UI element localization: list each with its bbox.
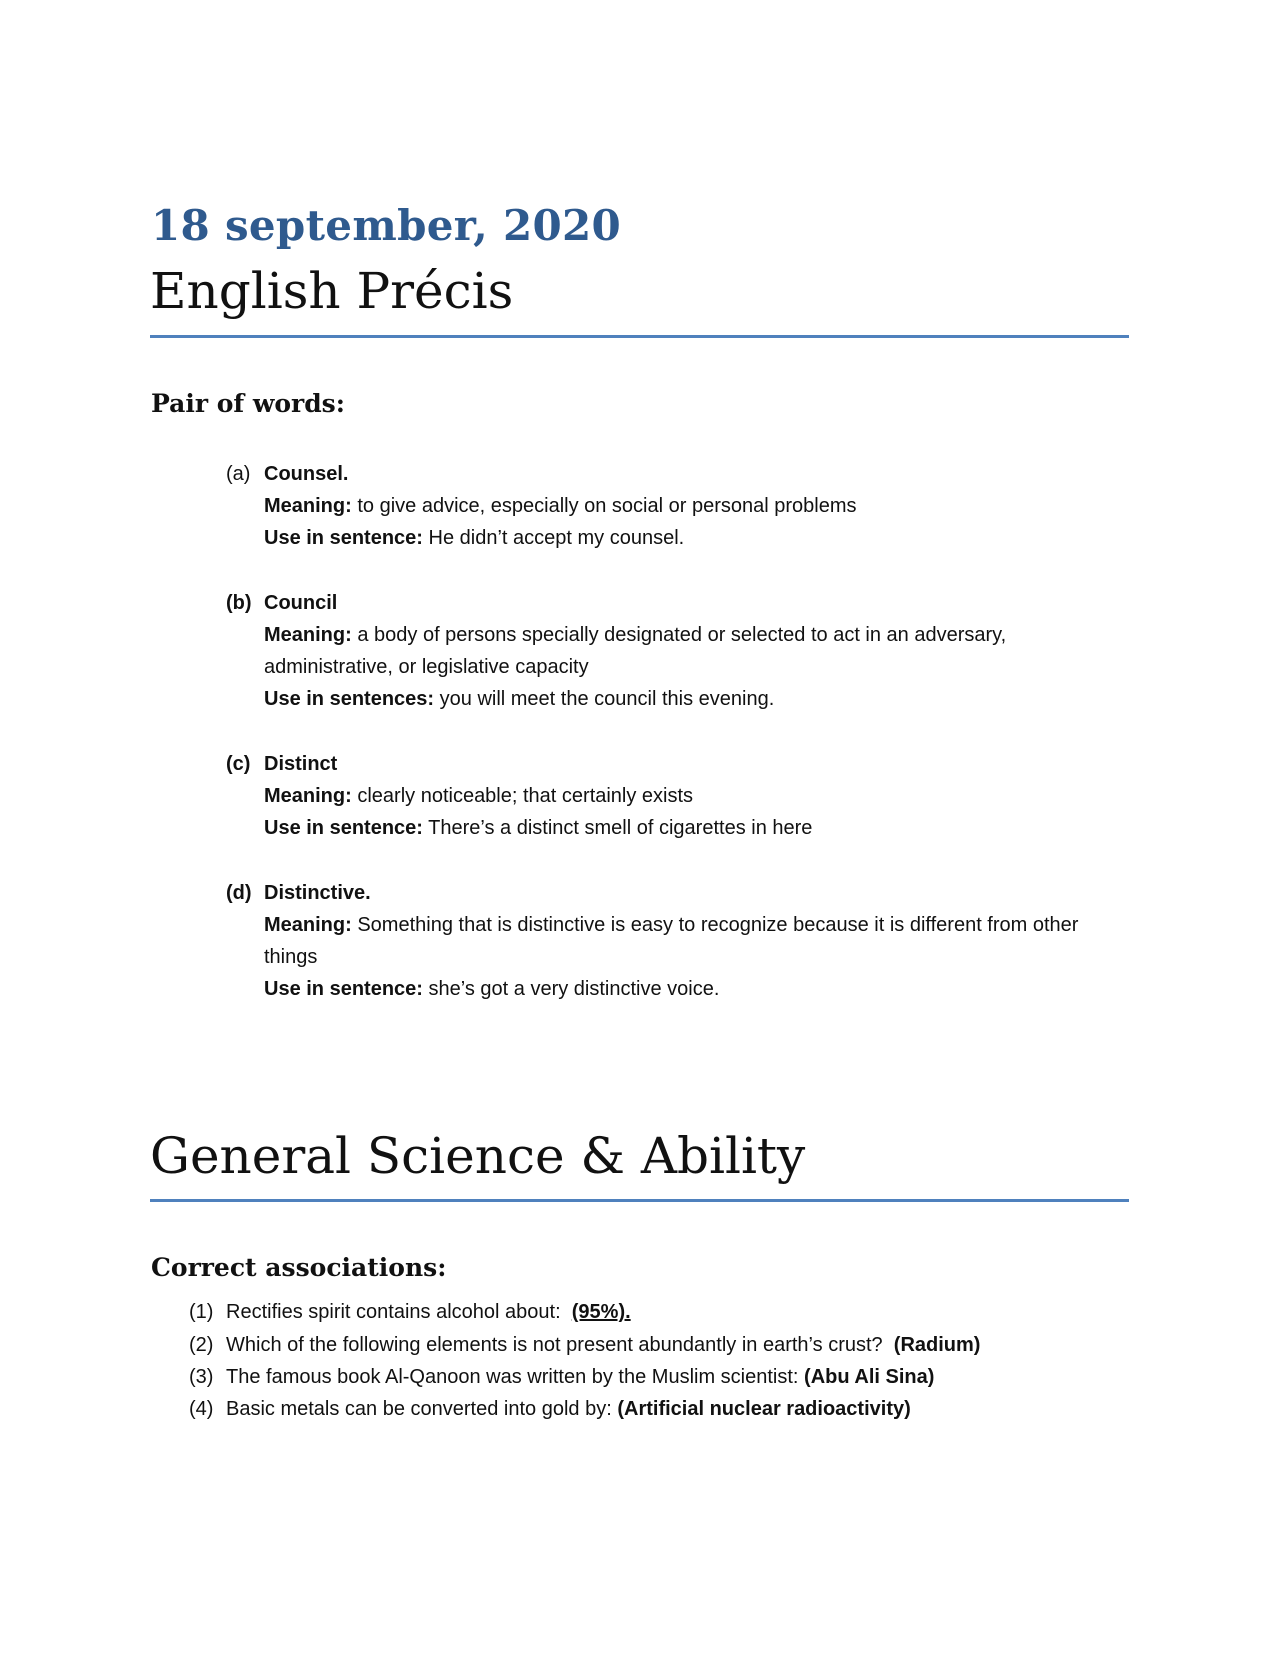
use-label: Use in sentences: — [264, 688, 435, 710]
section-title-english-precis: English Précis — [150, 262, 514, 320]
item-word: Counsel. — [264, 463, 349, 485]
question-text: The famous book Al-Qanoon was written by the Muslim scientist: — [226, 1366, 799, 1388]
item-marker: (c) — [226, 753, 251, 775]
question-text: Which of the following elements is not present abundantly in earth’s crust? — [226, 1334, 883, 1356]
use-label: Use in sentence: — [264, 978, 423, 1000]
use-text: you will meet the council this evening. — [439, 688, 775, 710]
item-word: Distinct — [264, 753, 338, 775]
question-answer: (Abu Ali Sina) — [804, 1366, 935, 1388]
question-text-line — [226, 1393, 911, 1425]
question-number: (4) — [189, 1398, 214, 1420]
meaning-text: clearly noticeable; that certainly exists — [357, 785, 694, 807]
correct-associations-heading: Correct associations: — [151, 1253, 447, 1282]
meaning-line — [264, 490, 857, 522]
meaning-line — [264, 619, 1006, 651]
question-text: Rectifies spirit contains alcohol about: — [226, 1301, 561, 1323]
question-text-line — [226, 1361, 934, 1393]
question-number: (1) — [189, 1301, 214, 1323]
meaning-label: Meaning: — [264, 914, 352, 936]
use-line — [264, 522, 684, 554]
item-word: Council — [264, 592, 338, 614]
meaning-label: Meaning: — [264, 785, 352, 807]
use-line — [264, 812, 812, 844]
use-line — [264, 973, 719, 1005]
section-divider — [150, 1199, 1129, 1202]
use-text: There’s a distinct smell of cigarettes in here — [428, 817, 813, 839]
meaning-label: Meaning: — [264, 624, 352, 646]
meaning-text: a body of persons specially designated or selected to act in an adversary, — [357, 624, 1007, 646]
use-label: Use in sentence: — [264, 817, 423, 839]
meaning-text: Something that is distinctive is easy to recognize because it is different from other — [357, 914, 1079, 936]
question-text-line — [226, 1329, 980, 1361]
use-label: Use in sentence: — [264, 527, 423, 549]
pair-of-words-heading: Pair of words: — [151, 389, 345, 418]
use-text: she’s got a very distinctive voice. — [428, 978, 720, 1000]
question-answer: (95%). — [571, 1301, 631, 1323]
item-marker: (a) — [226, 463, 251, 485]
section-title-general-science: General Science & Ability — [150, 1127, 806, 1185]
question-text-line — [226, 1296, 631, 1328]
section-divider — [150, 335, 1129, 338]
use-line — [264, 683, 774, 715]
meaning-line — [264, 909, 1078, 941]
question-answer: (Artificial nuclear radioactivity) — [617, 1398, 911, 1420]
use-text: He didn’t accept my counsel. — [428, 527, 685, 549]
question-text: Basic metals can be converted into gold by: — [226, 1398, 612, 1420]
question-answer: (Radium) — [893, 1334, 981, 1356]
item-marker: (d) — [226, 882, 252, 904]
meaning-line-continued: administrative, or legislative capacity — [264, 656, 589, 678]
document-date: 18 september, 2020 — [151, 201, 622, 250]
meaning-text: to give advice, especially on social or personal problems — [357, 495, 857, 517]
question-number: (2) — [189, 1334, 214, 1356]
item-word: Distinctive. — [264, 882, 371, 904]
meaning-line-continued: things — [264, 946, 318, 968]
item-marker: (b) — [226, 592, 252, 614]
question-number: (3) — [189, 1366, 214, 1388]
meaning-label: Meaning: — [264, 495, 352, 517]
meaning-line — [264, 780, 693, 812]
